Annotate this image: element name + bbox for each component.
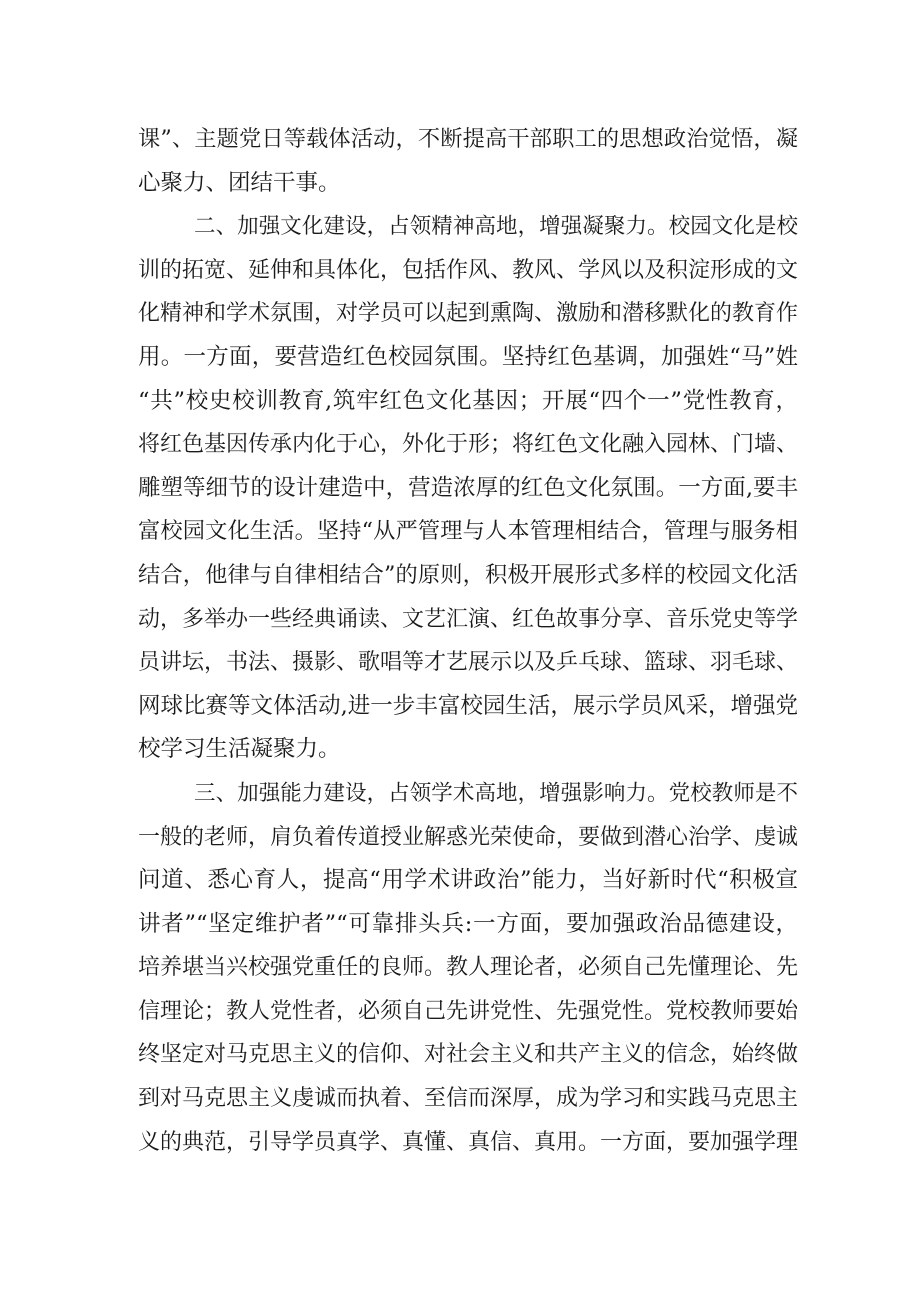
body-text [138, 118, 798, 1164]
paragraph [138, 772, 798, 1164]
text-line: 讲者”“坚定维护者”“可靠排头兵:一方面，要加强政治品德建设， [138, 910, 798, 937]
text-line: 动，多举办一些经典诵读、文艺汇演、红色故事分享、音乐党史等学 [138, 606, 799, 632]
text-line: 一般的老师，肩负着传道授业解惑光荣使命，要做到潜心治学、虔诚 [138, 824, 799, 850]
text-line: 心聚力、团结干事。 [138, 169, 341, 196]
text-line: 问道、悉心育人，提高“用学术讲政治”能力，当好新时代“积极宣 [138, 867, 798, 894]
text-line: 员讲坛，书法、摄影、歌唱等才艺展示以及乒乓球、篮球、羽毛球、 [138, 650, 799, 676]
text-line: 信理论；教人党性者，必须自己先讲党性、先强党性。党校教师要始 [138, 998, 799, 1024]
text-line: 二、加强文化建设，占领精神高地，增强凝聚力。校园文化是校 [194, 214, 798, 240]
text-line: 培养堪当兴校强党重任的良师。教人理论者，必须自己先懂理论、先 [138, 955, 799, 981]
paragraph [138, 118, 798, 205]
text-line: 训的拓宽、延伸和具体化，包括作风、教风、学风以及积淀形成的文 [138, 257, 799, 283]
text-line: 结合，他律与自律相结合”的原则，积极开展形式多样的校园文化活 [138, 561, 798, 588]
paragraph [138, 205, 798, 772]
text-line: 用。一方面，要营造红色校园氛围。坚持红色基调，加强姓“马”姓 [138, 343, 798, 370]
text-line: 义的典范，引导学员真学、真懂、真信、真用。一方面，要加强学理 [138, 1129, 799, 1155]
text-line: 化精神和学术氛围，对学员可以起到熏陶、激励和潜移默化的教育作 [138, 301, 799, 327]
text-line: 到对马克思主义虔诚而执着、至信而深厚，成为学习和实践马克思主 [138, 1086, 799, 1112]
text-line: 课”、主题党日等载体活动，不断提高干部职工的思想政治觉悟，凝 [138, 126, 798, 152]
text-line: “共”校史校训教育,筑牢红色文化基因；开展“四个一”党性教育， [138, 387, 798, 414]
text-line: 三、加强能力建设，占领学术高地，增强影响力。党校教师是不 [194, 780, 798, 806]
text-line: 富校园文化生活。坚持“从严管理与人本管理相结合，管理与服务相 [138, 518, 798, 545]
text-line: 终坚定对马克思主义的信仰、对社会主义和共产主义的信念，始终做 [138, 1042, 799, 1068]
text-line: 网球比赛等文体活动,进一步丰富校园生活，展示学员风采，增强党 [138, 692, 798, 719]
text-line: 校学习生活凝聚力。 [138, 736, 341, 763]
text-line: 雕塑等细节的设计建造中，营造浓厚的红色文化氛围。一方面,要丰 [138, 474, 798, 501]
text-line: 将红色基因传承内化于心，外化于形；将红色文化融入园林、门墙、 [138, 432, 799, 458]
